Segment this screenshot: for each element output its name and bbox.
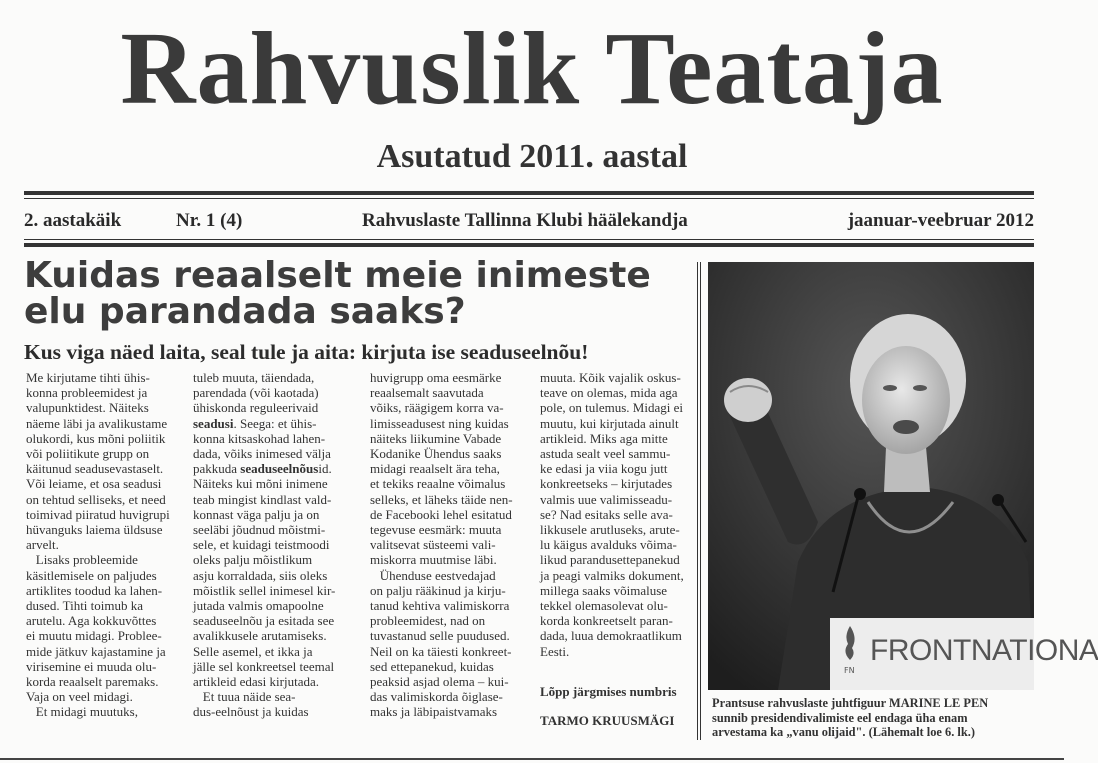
bold-term-seadusi: seadusi <box>193 415 234 431</box>
volume-label: 2. aastakäik <box>24 210 122 231</box>
column-divider <box>697 262 698 740</box>
issue-date: jaanuar-veebruar 2012 <box>847 210 1034 231</box>
photo-illustration <box>708 262 1034 690</box>
infobar-rule-thin <box>24 239 1034 240</box>
column-divider <box>700 262 701 740</box>
masthead-rule-thin <box>24 198 1034 199</box>
article-photo <box>708 262 1098 690</box>
headline-line-2: elu parandada saaks? <box>24 291 466 332</box>
column-2-text: tuleb muuta, täiendada, parendada (või kaotada) ühiskonda reguleerivaid <box>193 370 319 416</box>
photo-caption: Prantsuse rahvuslaste juhtfiguur MARINE LE PEN sunnib presidendivalimiste eel endaga üha enam arvestama ka „vanu olijaid". (Lähemalt loe 6. lk.) <box>712 696 989 740</box>
infobar-rule-thick <box>24 243 1034 247</box>
bold-term-seaduseelnous: seaduseelnõus <box>240 461 319 477</box>
continued-note: Lõpp järgmises numbris <box>540 684 677 699</box>
column-2-text: . Seega: et ühis- konna kitsaskohad lahen- dada, võiks inimesed välja pakkuda <box>193 415 331 477</box>
article-column-2 <box>193 370 335 720</box>
article-column-4: muuta. Kõik vajalik oskus- teave on olemas, mida aga pole, on tulemus. Midagi ei muutu, kui kirjutada ainult artikleid. Miks aga mitte astuda sealt veel sammu- ke edasi ja viia kogu jutt konkreetseks – kirjutades valmis uue valimisseadu- se? Nad esitaks selle ava- likkusele arutluseks, arute- lu käigus avalduks võima- likud parandusettepanekud ja peagi valmiks dokument, millega saaks võimaluse tekkel olemasolevat olu- korda konkreetselt paran- dada, luua demokraatlikum Eesti. <box>540 370 684 659</box>
article-headline <box>24 255 694 332</box>
flame-logo-icon <box>840 624 860 662</box>
masthead-title: Rahvuslik Teataja <box>120 11 944 126</box>
founded-line: Asutatud 2011. aastal <box>376 138 688 175</box>
author-name: TARMO KRUUSMÄGI <box>540 713 675 728</box>
issue-info-bar <box>24 210 1034 236</box>
publisher-line: Rahvuslaste Tallinna Klubi häälekandja <box>362 210 688 231</box>
issue-number: Nr. 1 (4) <box>176 210 243 231</box>
masthead-rule-thick <box>24 191 1034 195</box>
article-column-1: Me kirjutame tihti ühis- konna probleemidest ja valupunktidest. Näiteks näeme läbi ja avalikustame olukordi, kus mõni poliitik või poliitikute grupp on käitunud seadusevastaselt. Või leiame, et osa seadusi on tehtud selliseks, et need toimivad piiratud huvigrupi hüvanguks laiema üldsuse arvelt. Lisaks probleemide käsitlemisele on paljudes artiklites toodud ka lahen- dused. Tihti toimub ka arutelu. Aga kokkuvõttes ei muutu midagi. Problee- mide jätkuv kajastamine ja virisemine ei muuda olu- korda reaalselt paremaks. Vaja on veel midagi. Et midagi muutuks, <box>26 370 170 720</box>
article-column-3: huvigrupp oma eesmärke reaalsemalt saavutada võiks, räägigem korra va- limisseadusest ning kuidas näiteks liikumine Vabade Kodanike Ühendus saaks midagi reaalselt ära teha, et tekiks reaalne võimalus selleks, et läheks täide nen- de Facebooki lehel esitatud tegevuse eesmärk: muuta valitsevat süsteemi vali- miskorra muutmise läbi. Ühenduse eestvedajad on palju rääkinud ja kirju- tanud kehtiva valimiskorra probleemidest, nad on tuvastanud selle puudused. Neil on ka täiesti konkreet- sed ettepanekud, kuidas peaksid asjad olema – kui- das valimiskorda õiglase- maks ja läbipaistvamaks <box>370 370 513 720</box>
article-subhead: Kus viga näed laita, seal tule ja aita: kirjuta ise seaduseelnõu! <box>24 340 589 364</box>
sign-logo-text: FN <box>844 666 855 675</box>
column-2-text: id. Näiteks kui mõni inimene teab mingist kindlast vald- konnast väga palju ja on seeläbi jõudnud mõistmi- sele, et kuidagi teistmoodi oleks palju mõistlikum asju korraldada, siis oleks mõistlik sellel inimesel kir- jutada valmis omapoolne seaduseelnõu ja esitada see avalikkusele arutamiseks. Selle asemel, et ikka ja jälle sel konkreetsel teemal artikleid edasi kirjutada. Et tuua näide sea- dus-eelnõust ja kuidas <box>193 461 336 720</box>
headline-line-1: Kuidas reaalselt meie inimeste <box>24 255 651 296</box>
bottom-rule <box>0 758 1064 760</box>
sign-text: FRONTNATIONA <box>870 634 1098 667</box>
